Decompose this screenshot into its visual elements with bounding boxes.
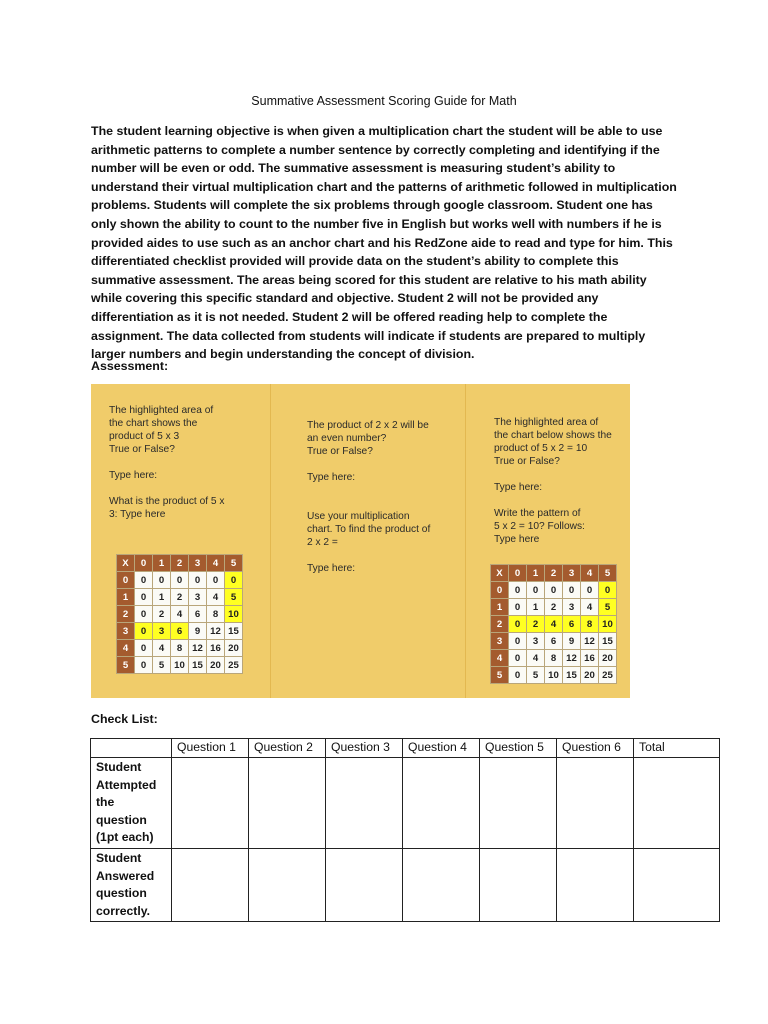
chart-header-cell: X — [117, 555, 135, 572]
question-column-2 — [307, 419, 457, 575]
chart-cell: 15 — [563, 667, 581, 684]
chart-header-cell: 2 — [491, 616, 509, 633]
row-label-line: the — [96, 795, 115, 810]
chart-header-cell: X — [491, 565, 509, 582]
chart-row — [491, 633, 617, 650]
question-line: The product of 2 x 2 will be — [307, 420, 429, 431]
chart-cell: 6 — [189, 606, 207, 623]
type-here-prompt[interactable]: Type here: — [109, 470, 158, 481]
row-label-line: Student — [96, 850, 142, 865]
chart-cell: 0 — [545, 582, 563, 599]
multiplication-chart-5x2 — [490, 564, 617, 684]
chart-header-cell: 0 — [135, 555, 153, 572]
chart-cell: 9 — [563, 633, 581, 650]
table-row — [91, 758, 720, 849]
chart-cell: 15 — [599, 633, 617, 650]
total-cell[interactable] — [634, 848, 720, 921]
score-cell[interactable] — [326, 758, 403, 849]
chart-cell: 0 — [599, 582, 617, 599]
chart-cell: 16 — [581, 650, 599, 667]
chart-row — [491, 650, 617, 667]
chart-header-cell: 1 — [117, 589, 135, 606]
question-line: What is the product of 5 x — [109, 496, 225, 507]
table-header-cell — [91, 739, 172, 758]
chart-cell: 10 — [599, 616, 617, 633]
chart-cell: 0 — [527, 582, 545, 599]
chart-header-cell: 0 — [117, 572, 135, 589]
chart-cell: 0 — [509, 599, 527, 616]
chart-cell: 10 — [225, 606, 243, 623]
chart-cell: 3 — [189, 589, 207, 606]
assessment-label: Assessment: — [91, 359, 169, 373]
chart-cell: 0 — [509, 616, 527, 633]
score-cell[interactable] — [557, 848, 634, 921]
checklist-table — [90, 738, 720, 922]
chart-cell: 25 — [599, 667, 617, 684]
chart-header-row — [117, 555, 243, 572]
table-row — [91, 848, 720, 921]
assessment-panel — [91, 384, 630, 698]
chart-header-cell: 5 — [225, 555, 243, 572]
chart-cell: 2 — [527, 616, 545, 633]
question-line: True or False? — [307, 446, 373, 457]
chart-header-cell: 4 — [581, 565, 599, 582]
chart-cell: 0 — [171, 572, 189, 589]
row-label — [91, 758, 172, 849]
type-here-prompt[interactable]: Type here — [494, 534, 540, 545]
question-line: an even number? — [307, 433, 387, 444]
chart-cell: 0 — [509, 633, 527, 650]
chart-cell: 16 — [207, 640, 225, 657]
question-line: the chart below shows the — [494, 430, 612, 441]
chart-header-cell: 2 — [545, 565, 563, 582]
panel-divider — [270, 384, 271, 698]
chart-header-row — [491, 565, 617, 582]
page-title: Summative Assessment Scoring Guide for Math — [251, 94, 517, 108]
chart-cell: 6 — [563, 616, 581, 633]
table-header-cell: Question 5 — [480, 739, 557, 758]
chart-cell: 5 — [527, 667, 545, 684]
score-cell[interactable] — [249, 848, 326, 921]
table-header-cell: Total — [634, 739, 720, 758]
chart-row — [491, 616, 617, 633]
chart-cell: 20 — [581, 667, 599, 684]
question-line: True or False? — [494, 456, 560, 467]
question-line: The highlighted area of — [109, 405, 214, 416]
chart-row — [117, 589, 243, 606]
chart-cell: 4 — [207, 589, 225, 606]
chart-cell: 12 — [581, 633, 599, 650]
row-label-line: question — [96, 886, 147, 901]
chart-header-cell: 3 — [189, 555, 207, 572]
chart-cell: 2 — [153, 606, 171, 623]
total-cell[interactable] — [634, 758, 720, 849]
chart-header-cell: 5 — [117, 657, 135, 674]
chart-cell: 8 — [581, 616, 599, 633]
chart-cell: 4 — [581, 599, 599, 616]
score-cell[interactable] — [480, 848, 557, 921]
question-line: Write the pattern of — [494, 508, 581, 519]
chart-cell: 25 — [225, 657, 243, 674]
chart-header-cell: 3 — [491, 633, 509, 650]
chart-cell: 2 — [545, 599, 563, 616]
chart-header-cell: 5 — [491, 667, 509, 684]
chart-cell: 4 — [171, 606, 189, 623]
chart-row — [491, 599, 617, 616]
chart-cell: 20 — [599, 650, 617, 667]
chart-cell: 4 — [527, 650, 545, 667]
question-line: True or False? — [109, 444, 175, 455]
chart-header-cell: 1 — [153, 555, 171, 572]
row-label-line: question — [96, 812, 147, 827]
chart-cell: 2 — [171, 589, 189, 606]
chart-cell: 15 — [189, 657, 207, 674]
chart-row — [491, 582, 617, 599]
chart-cell: 0 — [189, 572, 207, 589]
chart-header-cell: 1 — [491, 599, 509, 616]
chart-row — [117, 623, 243, 640]
panel-divider — [465, 384, 466, 698]
question-line: the chart shows the — [109, 418, 198, 429]
chart-cell: 0 — [509, 650, 527, 667]
chart-cell: 8 — [171, 640, 189, 657]
question-line: Use your multiplication — [307, 511, 410, 522]
question-line: chart. To find the product of — [307, 524, 431, 535]
type-here-prompt[interactable]: 3: Type here — [109, 509, 166, 520]
table-header-cell: Question 2 — [249, 739, 326, 758]
score-cell[interactable] — [326, 848, 403, 921]
table-header-cell: Question 1 — [172, 739, 249, 758]
chart-cell: 20 — [207, 657, 225, 674]
row-label-line: Attempted — [96, 777, 157, 792]
question-line: 5 x 2 = 10? Follows: — [494, 521, 585, 532]
score-cell[interactable] — [403, 848, 480, 921]
chart-row — [117, 606, 243, 623]
chart-cell: 0 — [135, 589, 153, 606]
chart-cell: 0 — [509, 582, 527, 599]
chart-cell: 0 — [207, 572, 225, 589]
type-here-prompt[interactable]: Type here: — [307, 563, 356, 574]
chart-cell: 0 — [135, 572, 153, 589]
chart-cell: 0 — [135, 657, 153, 674]
question-line: The highlighted area of — [494, 417, 599, 428]
chart-header-cell: 2 — [171, 555, 189, 572]
chart-cell: 1 — [527, 599, 545, 616]
chart-header-cell: 3 — [563, 565, 581, 582]
chart-row — [491, 667, 617, 684]
chart-header-cell: 5 — [599, 565, 617, 582]
chart-header-cell: 3 — [117, 623, 135, 640]
chart-cell: 0 — [135, 623, 153, 640]
row-label-line: correctly. — [96, 903, 150, 918]
chart-header-cell: 0 — [509, 565, 527, 582]
row-label — [91, 848, 172, 921]
chart-header-cell: 4 — [117, 640, 135, 657]
score-cell[interactable] — [403, 758, 480, 849]
chart-cell: 8 — [545, 650, 563, 667]
chart-cell: 0 — [153, 572, 171, 589]
chart-cell: 12 — [207, 623, 225, 640]
chart-cell: 5 — [599, 599, 617, 616]
score-cell[interactable] — [172, 758, 249, 849]
table-header-cell: Question 3 — [326, 739, 403, 758]
chart-header-cell: 4 — [491, 650, 509, 667]
chart-cell: 4 — [545, 616, 563, 633]
chart-header-cell: 1 — [527, 565, 545, 582]
chart-cell: 15 — [225, 623, 243, 640]
chart-cell: 12 — [189, 640, 207, 657]
type-here-prompt[interactable]: Type here: — [494, 482, 543, 493]
chart-cell: 0 — [563, 582, 581, 599]
chart-row — [117, 640, 243, 657]
question-line: 2 x 2 = — [307, 537, 338, 548]
question-line: product of 5 x 3 — [109, 431, 180, 442]
score-cell[interactable] — [480, 758, 557, 849]
score-cell[interactable] — [172, 848, 249, 921]
objective-paragraph: The student learning objective is when given a multiplication chart the student will be able to use arithmetic patterns to complete a number sentence by correctly completing and identifying if the number will be even or odd. The summative assessment is measuring student’s ability to understand their virtual multiplication chart and the patterns of arithmetic followed in multiplication problems. Students will complete the six problems through google classroom. Student one has only shown the ability to count to the number five in English but works well with numbers if he is provided aides to use such as an anchor chart and his RedZone aide to read and type for him. This differentiated checklist provided will provide data on the student’s ability to complete this summative assessment. The areas being scored for this student are relative to his math ability while covering this specific standard and objective. Student 2 will not be provided any differentiation as it is not needed. Student 2 will be offered reading help to complete the assignment. The data collected from students will indicate if students are prepared to multiply larger numbers and begin understanding the concept of division. — [91, 124, 677, 362]
chart-header-cell: 0 — [491, 582, 509, 599]
chart-cell: 5 — [153, 657, 171, 674]
chart-header-cell: 4 — [207, 555, 225, 572]
chart-cell: 8 — [207, 606, 225, 623]
chart-cell: 6 — [545, 633, 563, 650]
chart-row — [117, 572, 243, 589]
chart-header-cell: 2 — [117, 606, 135, 623]
chart-row — [117, 657, 243, 674]
chart-cell: 6 — [171, 623, 189, 640]
chart-cell: 0 — [225, 572, 243, 589]
table-header-cell: Question 4 — [403, 739, 480, 758]
score-cell[interactable] — [557, 758, 634, 849]
row-label-line: Student — [96, 760, 142, 774]
chart-cell: 0 — [135, 640, 153, 657]
chart-cell: 4 — [153, 640, 171, 657]
chart-cell: 9 — [189, 623, 207, 640]
question-line: product of 5 x 2 = 10 — [494, 443, 588, 454]
chart-cell: 3 — [563, 599, 581, 616]
chart-cell: 5 — [225, 589, 243, 606]
type-here-prompt[interactable]: Type here: — [307, 472, 356, 483]
chart-cell: 0 — [581, 582, 599, 599]
chart-cell: 0 — [509, 667, 527, 684]
chart-cell: 3 — [153, 623, 171, 640]
table-header-cell: Question 6 — [557, 739, 634, 758]
chart-cell: 1 — [153, 589, 171, 606]
chart-cell: 10 — [545, 667, 563, 684]
multiplication-chart-5x3 — [116, 554, 243, 674]
question-column-1 — [109, 404, 259, 521]
chart-cell: 20 — [225, 640, 243, 657]
chart-cell: 10 — [171, 657, 189, 674]
chart-cell: 3 — [527, 633, 545, 650]
score-cell[interactable] — [249, 758, 326, 849]
chart-cell: 0 — [135, 606, 153, 623]
row-label-line: (1pt each) — [96, 830, 154, 845]
chart-cell: 12 — [563, 650, 581, 667]
checklist-label: Check List: — [91, 712, 158, 726]
row-label-line: Answered — [96, 868, 155, 883]
question-column-3 — [494, 416, 626, 546]
